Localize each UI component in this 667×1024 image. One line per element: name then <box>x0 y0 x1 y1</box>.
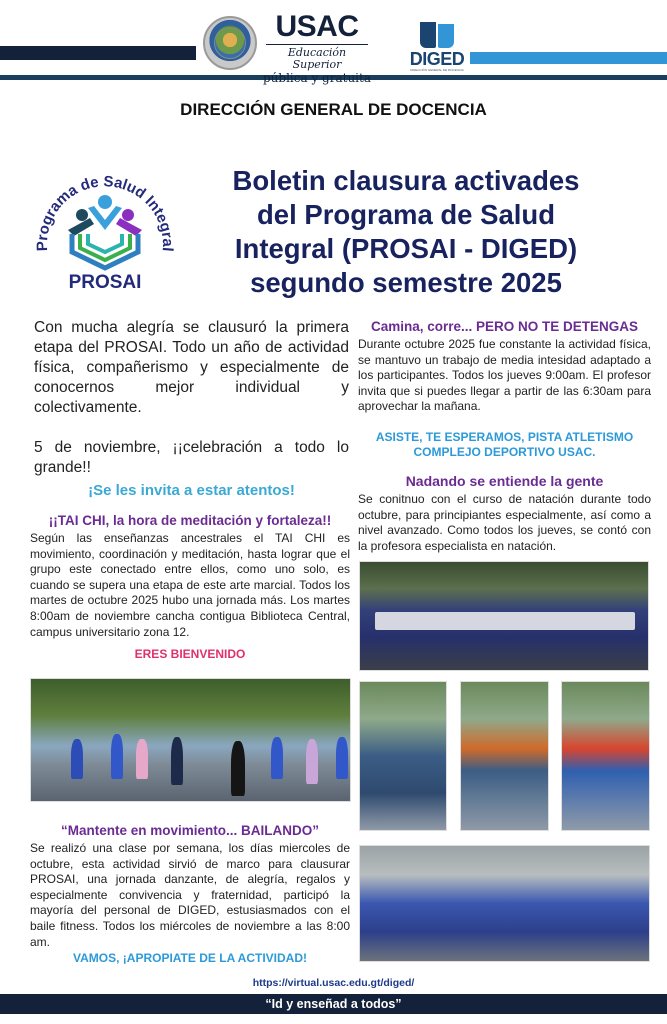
title-line: Boletin clausura activades <box>232 165 580 196</box>
diged-logo <box>408 22 466 72</box>
title-line: Integral (PROSAI - DIGED) <box>234 233 578 264</box>
intro-date-paragraph: 5 de noviembre, ¡¡celebración a todo lo grande!! <box>34 439 349 476</box>
taichi-heading: ¡¡TAI CHI, la hora de meditación y fortaleza!! <box>48 513 332 528</box>
taichi-body: Según las enseñanzas ancestrales el TAI CHI es movimiento, coordinación y meditación, hasta lograr que el grupo este conectado entre ellos, como uno solo, es cuando se supera una etapa de este arte marcial. Todos los martes de octubre 2025 hubo una jornada más. Los martes 8:00am de noviembre cancha contigua Biblioteca Central, campus universitario zona 12. <box>30 531 350 639</box>
intro-paragraph: Con mucha alegría se clausuró la primera etapa del PROSAI. Todo un año de actividad física, compañerismo y especialmente de conocernos mejor individual y colectivamente. <box>34 319 349 416</box>
nadando-body: Se conitnuo con el curso de natación durante todo octubre, para principiantes especialmente, así como a nivel avanzado. Como todos los jueves, se contó con la profesora especialista en natación. <box>358 492 651 553</box>
prosai-arc-text: Programa de Salud Integral <box>33 173 177 253</box>
camina-cta <box>358 430 651 460</box>
prosai-logo <box>30 160 180 300</box>
bailando-heading: “Mantente en movimiento... BAILANDO” <box>60 823 320 838</box>
bulletin-title <box>196 164 616 300</box>
taichi-photo <box>30 678 351 802</box>
svg-text:Programa de Salud Integral <box>34 173 176 252</box>
usac-title: USAC <box>275 10 359 43</box>
title-line: segundo semestre 2025 <box>250 267 562 298</box>
header-bar-left <box>0 46 196 60</box>
bailando-section <box>30 822 350 950</box>
camina-body: Durante octubre 2025 fue constante la actividad física, se mantuvo un trabajo de media intesidad adaptado a los participantes. Todos los jueves 9:00am. El profesor invita que si puedes llegar a partir de las 6:30am para aprovechar la mañana. <box>358 337 651 414</box>
bailando-cta: VAMOS, ¡APROPIATE DE LA ACTIVIDAD! <box>73 951 307 965</box>
camina-cta-line: ASISTE, TE ESPERAMOS, PISTA ATLETISMO <box>375 430 634 444</box>
certificate-photo-3 <box>561 681 650 831</box>
footer-motto: “Id y enseñad a todos” <box>0 994 667 1014</box>
intro-text <box>34 318 349 478</box>
bailando-body: Se realizó una clase por semana, los días miercoles de octubre, esta actividad sirvió de marco para clausurar PROSAI, una jornada danzante, de alegría, regalos y especialmente convivencia y fraternidad, participó la mayoría del personal de DIGED, estusiasmados con el baile fitness. Todos los miércoles de noviembre a las 8:00 am. <box>30 841 350 949</box>
nadando-heading: Nadando se entiende la gente <box>405 473 604 489</box>
usac-logo <box>262 12 372 85</box>
directorate-title: DIRECCIÓN GENERAL DE DOCENCIA <box>180 100 487 119</box>
prosai-emblem-icon <box>30 160 180 275</box>
nadando-section <box>358 473 651 554</box>
website-link[interactable]: https://virtual.usac.edu.gt/diged/ <box>252 977 415 989</box>
camina-cta-line: COMPLEJO DEPORTIVO USAC. <box>413 445 596 459</box>
usac-seal-logo <box>203 16 257 70</box>
diged-tag: DIRECCIÓN GENERAL DE DOCENCIA <box>410 68 464 72</box>
title-line: del Programa de Salud <box>256 199 555 230</box>
diged-name: DIGED <box>409 49 465 69</box>
taichi-cta: ERES BIENVENIDO <box>134 647 246 661</box>
prosai-name: PROSAI <box>68 272 142 293</box>
taichi-section <box>30 512 350 640</box>
camina-heading: Camina, corre... PERO NO TE DETENGAS <box>370 319 639 334</box>
certificate-photo-1 <box>359 681 447 831</box>
usac-tagline: pública y gratuita <box>263 71 371 85</box>
invite-heading: ¡Se les invita a estar atentos! <box>88 482 295 499</box>
camina-section <box>358 318 651 415</box>
usac-tagline-script: Educación Superior <box>287 46 347 71</box>
header-bar-right <box>470 52 667 64</box>
book-icon <box>420 22 454 50</box>
closing-group-photo <box>359 845 650 962</box>
certificate-photo-2 <box>460 681 549 831</box>
certificates-group-photo <box>359 561 649 671</box>
